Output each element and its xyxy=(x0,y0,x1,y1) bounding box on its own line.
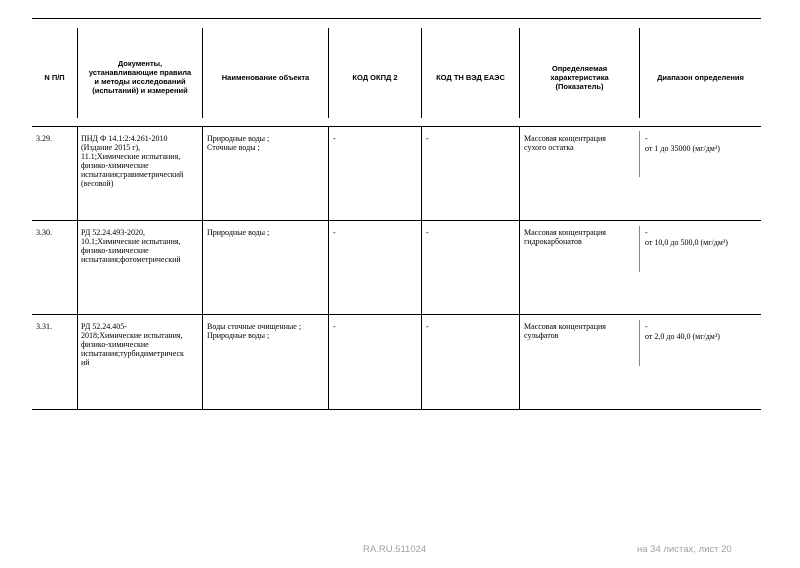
row-characteristic: Массовая концентрация гидрокарбонатов xyxy=(524,228,606,246)
header-num: N П/П xyxy=(44,72,65,82)
row-tnved: - xyxy=(426,228,429,237)
row-range: от 1 до 35000 (мг/дм³) xyxy=(645,144,720,153)
row-characteristic: Массовая концентрация сухого остатка xyxy=(524,134,606,152)
footer-doc-number: RA.RU.511024 xyxy=(363,544,427,555)
row-tnved: - xyxy=(426,322,429,331)
row-num: 3.31. xyxy=(36,322,52,331)
row-object: Природные воды ; Сточные воды ; xyxy=(207,134,270,152)
row-okpd: - xyxy=(333,134,336,143)
row-okpd: - xyxy=(333,228,336,237)
row-document: РД 52.24.405- 2018;Химические испытания, физико-химические испытания;турбидиметрическ ий xyxy=(81,322,184,367)
row-range-dash: - xyxy=(645,134,648,143)
row-divider xyxy=(32,220,761,221)
row-range: от 10,0 до 500,0 (мг/дм³) xyxy=(645,238,728,247)
row-tnved: - xyxy=(426,134,429,143)
header-documents: Документы, устанавливающие правила и методы исследований (испытаний) и измерений xyxy=(88,59,192,95)
row-num: 3.29. xyxy=(36,134,52,143)
row-col-separator xyxy=(421,126,422,409)
row-object: Воды сточные очищенные ; Природные воды ; xyxy=(207,322,302,340)
header-characteristic: Определяемая характеристика (Показатель) xyxy=(550,63,609,91)
row-object: Природные воды ; xyxy=(207,228,270,237)
table-top-rule xyxy=(32,18,761,19)
range-separator xyxy=(639,226,640,272)
header-tnved: КОД ТН ВЭД ЕАЭС xyxy=(436,72,505,82)
row-col-separator xyxy=(328,126,329,409)
header-bottom-rule xyxy=(32,126,761,127)
footer-page-info: на 34 листах, лист 20 xyxy=(637,544,732,555)
range-separator xyxy=(639,320,640,366)
header-okpd: КОД ОКПД 2 xyxy=(352,72,398,82)
row-col-separator xyxy=(202,126,203,409)
row-num: 3.30. xyxy=(36,228,52,237)
table-bottom-rule xyxy=(32,409,761,410)
row-range-dash: - xyxy=(645,322,648,331)
header-range: Диапазон определения xyxy=(657,72,744,82)
row-document: РД 52.24.493-2020, 10.1;Химические испытания, физико-химические испытания;фотометрический xyxy=(81,228,181,264)
row-range-dash: - xyxy=(645,228,648,237)
range-separator xyxy=(639,131,640,177)
header-object: Наименование объекта xyxy=(221,72,310,82)
row-divider xyxy=(32,314,761,315)
row-characteristic: Массовая концентрация сульфатов xyxy=(524,322,606,340)
row-col-separator xyxy=(519,126,520,409)
row-col-separator xyxy=(77,126,78,409)
row-document: ПНД Ф 14.1:2:4.261-2010 (Издание 2015 г), 11.1;Химические испытания, физико-химические испытания;гравиметрический (весовой) xyxy=(81,134,184,188)
row-okpd: - xyxy=(333,322,336,331)
row-range: от 2,0 до 40,0 (мг/дм³) xyxy=(645,332,720,341)
